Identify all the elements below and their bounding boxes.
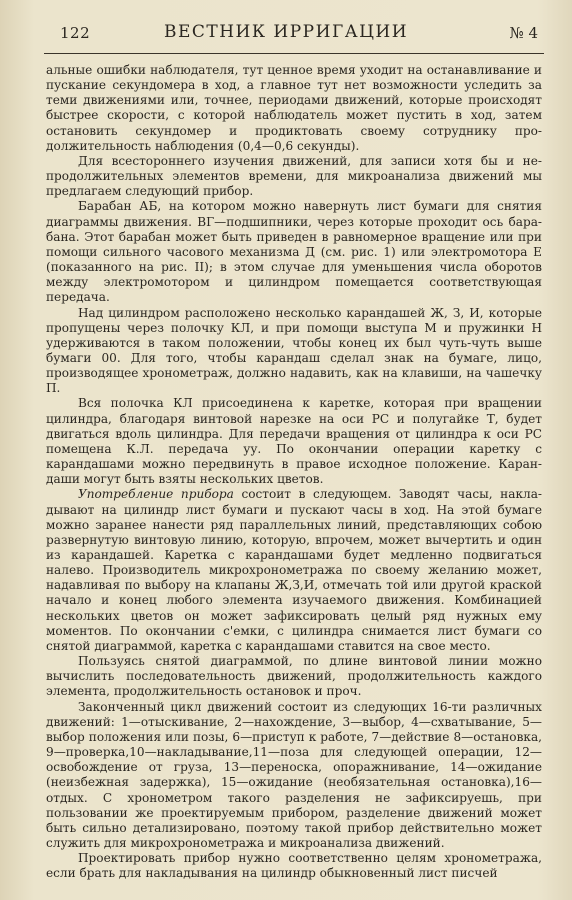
- paragraph-text: состоит в следующем. Заводят часы, накладывают на цилиндр лист бумаги и пускают часы в ход. На этой бумаге можно заранее нанести ряд параллельных линий, представляющих собою развернутую винтовую линию, которую, впрочем, может вычертить и один из карандашей. Каретка с карандашами будет медленно подвигаться налево. Производитель микрохронометража по своему желанию может, надавливая по выбору на клапаны Ж,З,И, отмечать той или другой краской начало и конец любого элемента изучаемого движения. Комбинацией нескольких цветов он может зафиксировать целый ряд нужных ему моментов. По окончании с'емки, с цилиндра снимается лист бумаги со снятой диаграммой, каретка с карандашами ставится на свое место.: [46, 487, 542, 653]
- paragraph-text: Проектировать прибор нужно соответственно целям хронометража, если брать для накладывания на цилиндр обыкновенный лист писчей: [46, 851, 542, 881]
- journal-title: ВЕСТНИК ИРРИГАЦИИ: [163, 22, 409, 42]
- paragraph: [46, 306, 542, 397]
- paragraph-text: альные ошибки наблюдателя, тут ценное время уходит на останавливание и пускание секундомера в ход, а главное тут нет возможности уследить за теми движениями или, точнее, периодами движений, которые происходят быстрее скорости, с которой наблюдатель может пустить в ход, затем остановить секундомер и продиктовать своему сотруднику продолжительность наблюдения (0,4—0,6 секунды).: [46, 63, 542, 153]
- paragraph: [46, 487, 542, 654]
- paragraph: [46, 851, 542, 881]
- page-number: 122: [60, 24, 91, 42]
- paragraph: [46, 654, 542, 699]
- paragraph: [46, 396, 542, 487]
- paragraph: [46, 63, 542, 154]
- paragraph-text: Пользуясь снятой диаграммой, по длине винтовой линии можно вычислить последовательность движений, продолжительность каждого элемента, продолжительность остановок и проч.: [46, 654, 542, 699]
- running-header: [0, 22, 572, 52]
- article-body: [46, 63, 542, 881]
- paragraph-text: Над цилиндром расположено несколько карандашей Ж, З, И, которые пропущены через полочку КЛ, и при помощи выступа М и пружинки Н удерживаются в таком положении, чтобы конец их был чуть-чуть выше бумаги 00. Для того, чтобы карандаш сделал знак на бумаге, лицо, производящее хронометраж, должно надавить, как на клавиши, на чашечку П.: [46, 305, 542, 396]
- paragraph-text: Вся полочка КЛ присоединена к каретке, которая при вращении цилиндра, благодаря винтовой нарезке на оси РС и полугайке Т, будет двигаться вдоль цилиндра. Для передачи вращения от цилиндра к оси РС помещена К.Л. передача уу. По окончании операции каретку с карандашами можно передвинуть в правое исходное положение. Карандаши могут быть взяты нескольких цветов.: [46, 396, 542, 487]
- paragraph: [46, 199, 542, 305]
- issue-number: № 4: [509, 24, 538, 42]
- paragraph: [46, 700, 542, 852]
- paragraph-text: Законченный цикл движений состоит из следующих 16-ти различных движений: 1—отыскивание, 2—нахождение, 3—выбор, 4—схватывание, 5—выбор положения или позы, 6—приступ к работе, 7—действие 8—остановка, 9—проверка,10—накладывание,11—поза для следующей операции, 12—освобождение от груза, 13—переноска, опоражнивание, 14—ожидание (неизбежная задержка), 15—ожидание (необязательная остановка),16—отдых. С хронометром такого разделения не зафиксируешь, при пользовании же проектируемым прибором, разделение движений может быть сильно детализировано, поэтому такой прибор действительно может служить для микрохронометража и микроанализа движений.: [46, 699, 542, 850]
- paragraph-lead-italic: Употребление прибора: [78, 487, 234, 502]
- header-rule: [44, 53, 544, 54]
- paragraph-text: Для всестороннего изучения движений, для записи хотя бы и непродолжительных элементов времени, для микроанализа движений мы предлагаем следующий прибор.: [46, 153, 542, 199]
- paragraph: [46, 154, 542, 199]
- paragraph-text: Барабан АБ, на котором можно навернуть лист бумаги для снятия диаграммы движения. ВГ—подшипники, через которые проходит ось барабана. Этот барабан может быть приведен в равномерное вращение или при помощи сильного часового механизма Д (см. рис. 1) или электромотора Е (показанного на рис. II); в этом случае для уменьшения числа оборотов между электромотором и цилиндром помещается соответствующая передача.: [46, 199, 542, 305]
